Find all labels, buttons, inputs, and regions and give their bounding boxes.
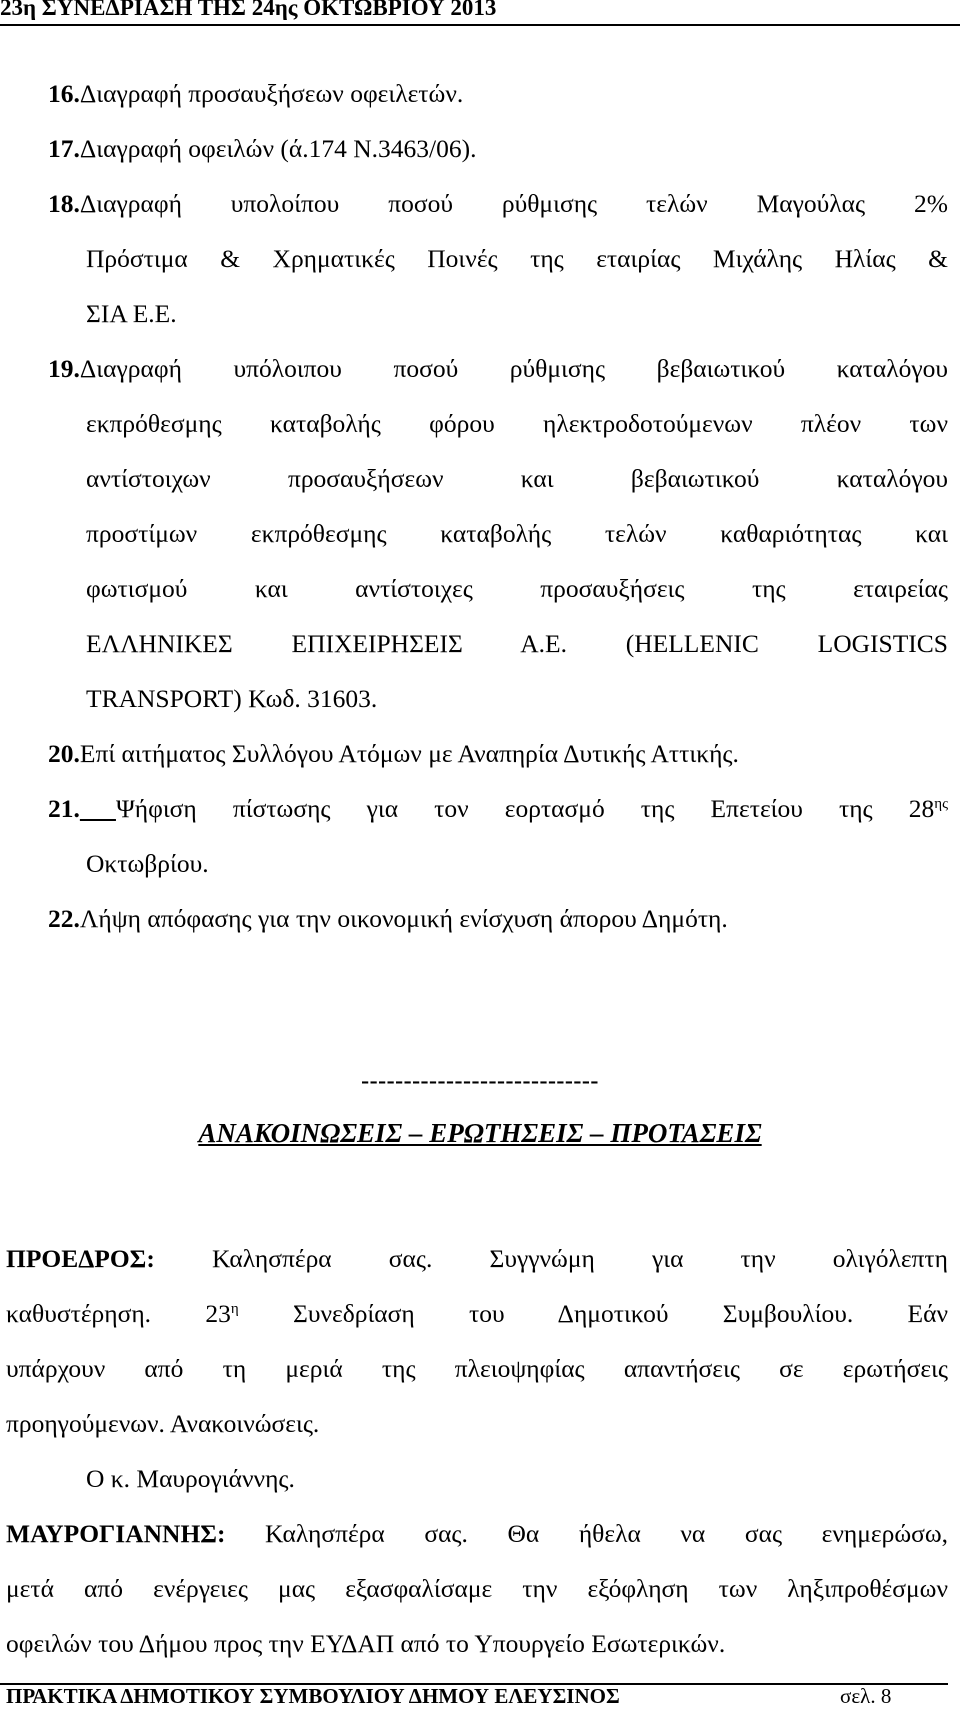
item-19-line-6: ΕΛΛΗΝΙΚΕΣ ΕΠΙΧΕΙΡΗΣΕΙΣ Α.Ε. (HELLENIC LOGISTICS <box>86 629 948 658</box>
item-text: Επί αιτήματος Συλλόγου Ατόμων με Αναπηρία Δυτικής Αττικής. <box>79 739 739 768</box>
agenda-item-20 <box>48 726 948 781</box>
item-number: 21. <box>48 794 80 823</box>
item-text-line-1: Διαγραφή υπολοίπου ποσού ρύθμισης τελών Μαγούλας 2% <box>79 189 948 218</box>
paragraph-line-4: προηγούμενων. Ανακοινώσεις. <box>6 1409 320 1438</box>
section-separator: ---------------------------- <box>361 1068 599 1094</box>
page-header: 23η ΣΥΝΕΔΡΙΑΣΗ ΤΗΣ 24ης ΟΚΤΩΒΡΙΟΥ 2013 <box>0 0 497 20</box>
item-text-line-1: Διαγραφή υπόλοιπου ποσού ρύθμισης βεβαιωτικού καταλόγου <box>79 354 948 383</box>
agenda-item-18 <box>48 176 948 231</box>
item-number: 16. <box>48 79 80 108</box>
paragraph-line-2: καθυστέρηση. $23^\eta$ Συνεδρίαση του Δημοτικού Συμβουλίου. Εάν <box>6 1299 948 1328</box>
paragraph-line-2: μετά από ενέργειες μας εξασφαλίσαμε την εξόφληση των ληξιπροθέσμων <box>6 1574 948 1603</box>
item-18-line-2: Πρόστιμα & Χρηματικές Ποινές της εταιρίας Μιχάλης Ηλίας & <box>86 244 948 273</box>
item-text-line-1: Ψήφιση πίστωσης για τον εορτασμό της Επετείου της 28 <box>115 794 935 823</box>
item-21-line-2: Οκτωβρίου. <box>86 849 209 878</box>
paragraph-line-1: ΜΑΥΡΟΓΙΑΝΝΗΣ: Καλησπέρα σας. Θα ήθελα να σας ενημερώσω, <box>6 1519 949 1548</box>
item-19-line-7: TRANSPORT) Κωδ. 31603. <box>86 684 378 713</box>
item-18-line-3: ΣΙΑ Ε.Ε. <box>86 299 177 328</box>
ordinal-suffix: η <box>230 1301 239 1317</box>
section-heading: ΑΝΑΚΟΙΝΩΣΕΙΣ – ΕΡΩΤΗΣΕΙΣ – ΠΡΟΤΑΣΕΙΣ <box>198 1118 762 1148</box>
item-text: Λήψη απόφασης για την οικονομική ενίσχυση άπορου Δημότη. <box>79 904 728 933</box>
item-number: 20. <box>48 739 80 768</box>
agenda-item-21 <box>48 781 948 836</box>
paragraph-line-5: Ο κ. Μαυρογιάννης. <box>86 1464 295 1493</box>
footer-title: ΠΡΑΚΤΙΚΑ ΔΗΜΟΤΙΚΟΥ ΣΥΜΒΟΥΛΙΟΥ ΔΗΜΟΥ ΕΛΕΥΣΙΝΟΣ <box>6 1684 620 1708</box>
item-number: 19. <box>48 354 80 383</box>
paragraph-line-3: υπάρχουν από τη μεριά της πλειοψηφίας απαντήσεις σε ερωτήσεις <box>6 1354 948 1383</box>
paragraph-president <box>6 1231 948 1506</box>
agenda-item-16 <box>48 66 948 121</box>
agenda-item-22 <box>48 891 948 946</box>
item-19-line-3: αντίστοιχων προσαυξήσεων και βεβαιωτικού καταλόγου <box>86 464 948 493</box>
paragraph-line-1: ΠΡΟΕΔΡΟΣ: Καλησπέρα σας. Συγγνώμη για την ολιγόλεπτη <box>6 1244 948 1273</box>
item-number: 18. <box>48 189 80 218</box>
header-rule <box>0 24 960 26</box>
item-19-line-4: προστίμων εκπρόθεσμης καταβολής τελών καθαριότητας και <box>86 519 948 548</box>
speaker-name: ΜΑΥΡΟΓΙΑΝΝΗΣ: <box>6 1519 226 1548</box>
page-number: σελ. 8 <box>840 1684 892 1708</box>
paragraph-mavrogiannis <box>6 1506 948 1671</box>
ordinal-suffix: ης <box>934 796 949 812</box>
agenda-item-19 <box>48 341 948 396</box>
paragraph-line-3: οφειλών του Δήμου προς την ΕΥΔΑΠ από το Υπουργείο Εσωτερικών. <box>6 1629 726 1658</box>
item-text: Διαγραφή οφειλών (ά.174 Ν.3463/06). <box>79 134 477 163</box>
item-text: Διαγραφή προσαυξήσεων οφειλετών. <box>79 79 464 108</box>
item-19-line-2: εκπρόθεσμης καταβολής φόρου ηλεκτροδοτούμενων πλέον των <box>86 409 948 438</box>
item-19-line-5: φωτισμού και αντίστοιχες προσαυξήσεις της εταιρείας <box>86 574 948 603</box>
item-number: 22. <box>48 904 80 933</box>
agenda-item-17 <box>48 121 948 176</box>
item-number: 17. <box>48 134 80 163</box>
speaker-name: ΠΡΟΕΔΡΟΣ: <box>6 1244 155 1273</box>
